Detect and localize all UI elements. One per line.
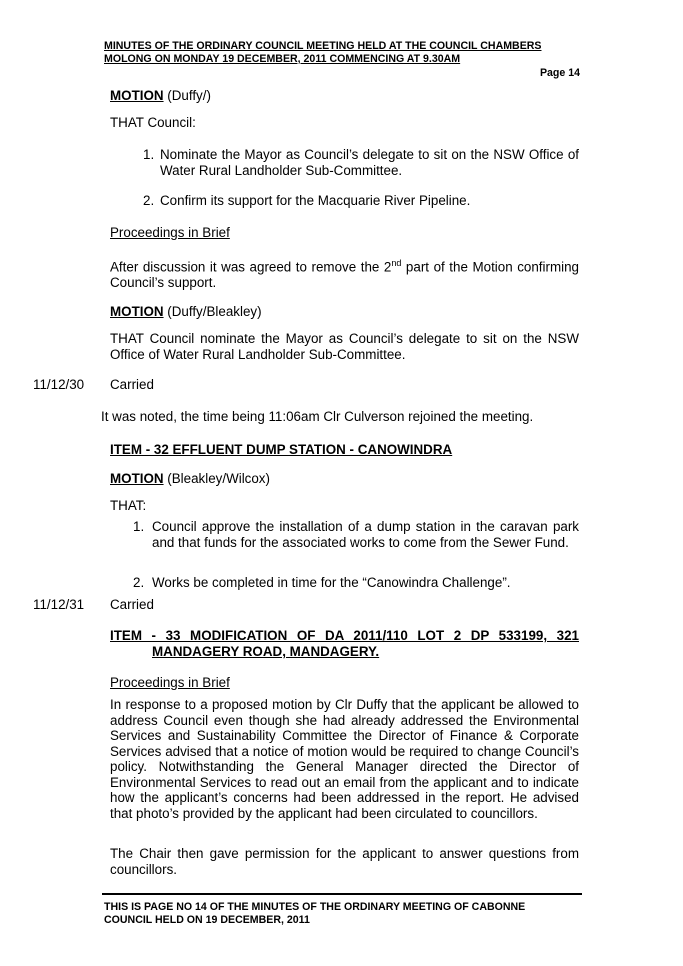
motion-1-movers: (Duffy/): [163, 88, 211, 103]
motion-1-heading: [110, 88, 211, 104]
motion-3-heading: [110, 471, 270, 487]
motion-1-item-1: [143, 147, 579, 178]
motion-3-movers: (Bleakley/Wilcox): [163, 471, 270, 486]
list-text: Nominate the Mayor as Council’s delegate to sit on the NSW Office of Water Rural Landholder Sub-Committee.: [160, 147, 579, 178]
header-line-1: MINUTES OF THE ORDINARY COUNCIL MEETING HELD AT THE COUNCIL CHAMBERS: [104, 40, 542, 52]
footer-divider: [102, 893, 582, 895]
item-33-title-line-1: ITEM - 33 MODIFICATION OF DA 2011/110 LOT 2 DP 533199, 321: [110, 628, 579, 643]
that-label: THAT:: [110, 498, 147, 513]
motion-2-label: MOTION: [110, 304, 164, 319]
ordinal-suffix: nd: [391, 258, 402, 268]
list-number: 2.: [133, 575, 145, 590]
page-number: Page 14: [539, 67, 580, 79]
motion-2-heading: [110, 304, 262, 320]
proceedings-heading-2: Proceedings in Brief: [110, 675, 230, 690]
resolution-ref-1: 11/12/30: [33, 377, 85, 392]
motion-3-item-1: [133, 519, 579, 550]
page-header: [104, 40, 580, 66]
list-number: 2.: [143, 193, 155, 208]
list-text: Works be completed in time for the “Canowindra Challenge”.: [152, 575, 511, 590]
noted-paragraph: It was noted, the time being 11:06am Clr Culverson rejoined the meeting.: [101, 409, 534, 424]
after-discussion-paragraph: [110, 256, 579, 290]
item-33-title-line-2: MANDAGERY ROAD, MANDAGERY.: [152, 644, 380, 659]
list-number: 1.: [143, 147, 155, 162]
footer-line-1: THIS IS PAGE NO 14 OF THE MINUTES OF THE ORDINARY MEETING OF CABONNE: [104, 901, 526, 913]
after-discussion-text-a: After discussion it was agreed to remove the 2: [110, 259, 392, 275]
list-text: Confirm its support for the Macquarie River Pipeline.: [160, 193, 471, 208]
proceedings-heading-1: Proceedings in Brief: [110, 225, 230, 240]
after-discussion-text-b: part of the Motion confirming Council’s support.: [110, 259, 579, 290]
resolution-1-status: Carried: [110, 377, 154, 392]
resolution-2-status: Carried: [110, 597, 154, 612]
page-footer: [104, 901, 580, 927]
list-text: Council approve the installation of a dump station in the caravan park and that funds for the associated works to come from the Sewer Fund.: [152, 519, 579, 550]
proceedings-paragraph-1: In response to a proposed motion by Clr Duffy that the applicant be allowed to address Council even though she had already addressed the Environmental Services and Sustainability Committee the Director of Finance & Corporate Services advised that a notice of motion would be required to change Council’s policy. Notwithstanding the General Manager directed the Director of Environmental Services to read out an email from the applicant and to indicate how the applicant’s concerns had been addressed in the report. He advised that photo’s provided by the applicant had been circulated to councillors.: [110, 697, 579, 821]
motion-3-label: MOTION: [110, 471, 164, 486]
motion-2-text: THAT Council nominate the Mayor as Council’s delegate to sit on the NSW Office of Water Rural Landholder Sub-Committee.: [110, 331, 579, 362]
header-line-2: MOLONG ON MONDAY 19 DECEMBER, 2011 COMMENCING AT 9.30AM: [104, 53, 461, 65]
proceedings-paragraph-2: The Chair then gave permission for the applicant to answer questions from councillors.: [110, 846, 579, 877]
motion-2-movers: (Duffy/Bleakley): [163, 304, 262, 319]
footer-line-2: COUNCIL HELD ON 19 DECEMBER, 2011: [104, 914, 310, 926]
resolution-ref-2: 11/12/31: [33, 597, 85, 612]
that-council: THAT Council:: [110, 115, 196, 130]
motion-1-item-2: [143, 193, 579, 209]
motion-1-label: MOTION: [110, 88, 164, 103]
motion-3-item-2: [133, 575, 579, 591]
list-number: 1.: [133, 519, 145, 534]
item-32-title: ITEM - 32 EFFLUENT DUMP STATION - CANOWINDRA: [110, 442, 453, 457]
